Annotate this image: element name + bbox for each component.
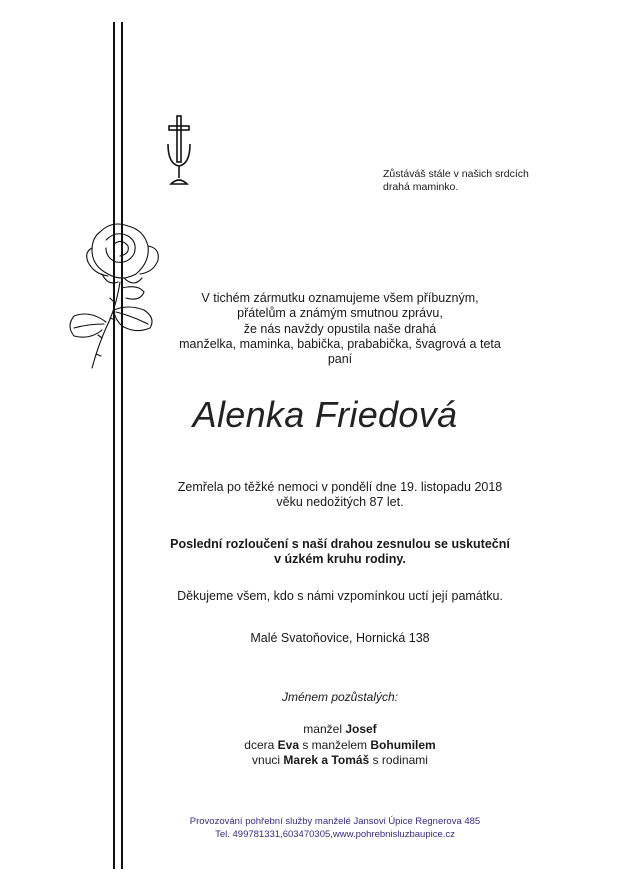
relatives-list: [140, 722, 540, 769]
border-line-outer: [113, 22, 115, 869]
border-line-inner: [121, 22, 123, 869]
address: Malé Svatoňovice, Hornická 138: [250, 631, 430, 645]
funeral-service-footer: [150, 815, 520, 841]
relative-name: Bohumilem: [370, 737, 436, 752]
intro-line-4: manželka, maminka, babička, prababička, švagrová a teta: [179, 336, 501, 351]
footer-line-2: Tel. 499781331,603470305,www.pohrebnisluzbaupice.cz: [215, 829, 455, 840]
thanks-line: Děkujeme všem, kdo s námi vzpomínkou uctí její památku.: [177, 589, 503, 603]
relative-name: Eva: [277, 737, 299, 752]
relative-label: dcera: [244, 737, 275, 752]
farewell-line-2: v úzkém kruhu rodiny.: [274, 552, 406, 566]
relative-name: Josef: [345, 722, 377, 736]
motto-line-1: Zůstáváš stále v našich srdcích: [383, 168, 529, 180]
cross-chalice-icon: [164, 114, 194, 188]
deceased-name: Alenka Friedová: [192, 394, 458, 435]
relative-label: vnuci: [252, 753, 281, 767]
farewell-notice: [140, 537, 540, 567]
relative-name: Marek a Tomáš: [283, 753, 370, 767]
announcement-intro: [140, 291, 540, 367]
motto: [383, 168, 583, 194]
farewell-line-1: Poslední rozloučení s naší drahou zesnulou se uskuteční: [170, 537, 510, 551]
relative-husband: [140, 722, 540, 738]
on-behalf-heading: Jménem pozůstalých:: [281, 690, 399, 704]
motto-line-2: drahá maminko.: [383, 181, 459, 193]
death-line-1: Zemřela po těžké nemoci v pondělí dne 19. listopadu 2018: [177, 480, 503, 494]
death-notice: [140, 480, 540, 510]
relative-grandsons: [140, 753, 540, 769]
intro-line-5: paní: [327, 352, 353, 367]
death-line-2: věku nedožitých 87 let.: [276, 495, 404, 509]
relative-label: manžel: [303, 722, 342, 736]
intro-line-2: přátelům a známým smutnou zprávu,: [237, 306, 443, 321]
intro-line-3: že nás navždy opustila naše drahá: [243, 321, 437, 336]
intro-line-1: V tichém zármutku oznamujeme všem příbuzným,: [201, 291, 479, 305]
relative-daughter: [140, 738, 540, 754]
relative-connector: s rodinami: [372, 753, 428, 767]
footer-line-1: Provozování pohřební služby manželé Jansovi Úpice Regnerova 485: [189, 816, 481, 827]
relative-connector: s manželem: [302, 737, 368, 752]
